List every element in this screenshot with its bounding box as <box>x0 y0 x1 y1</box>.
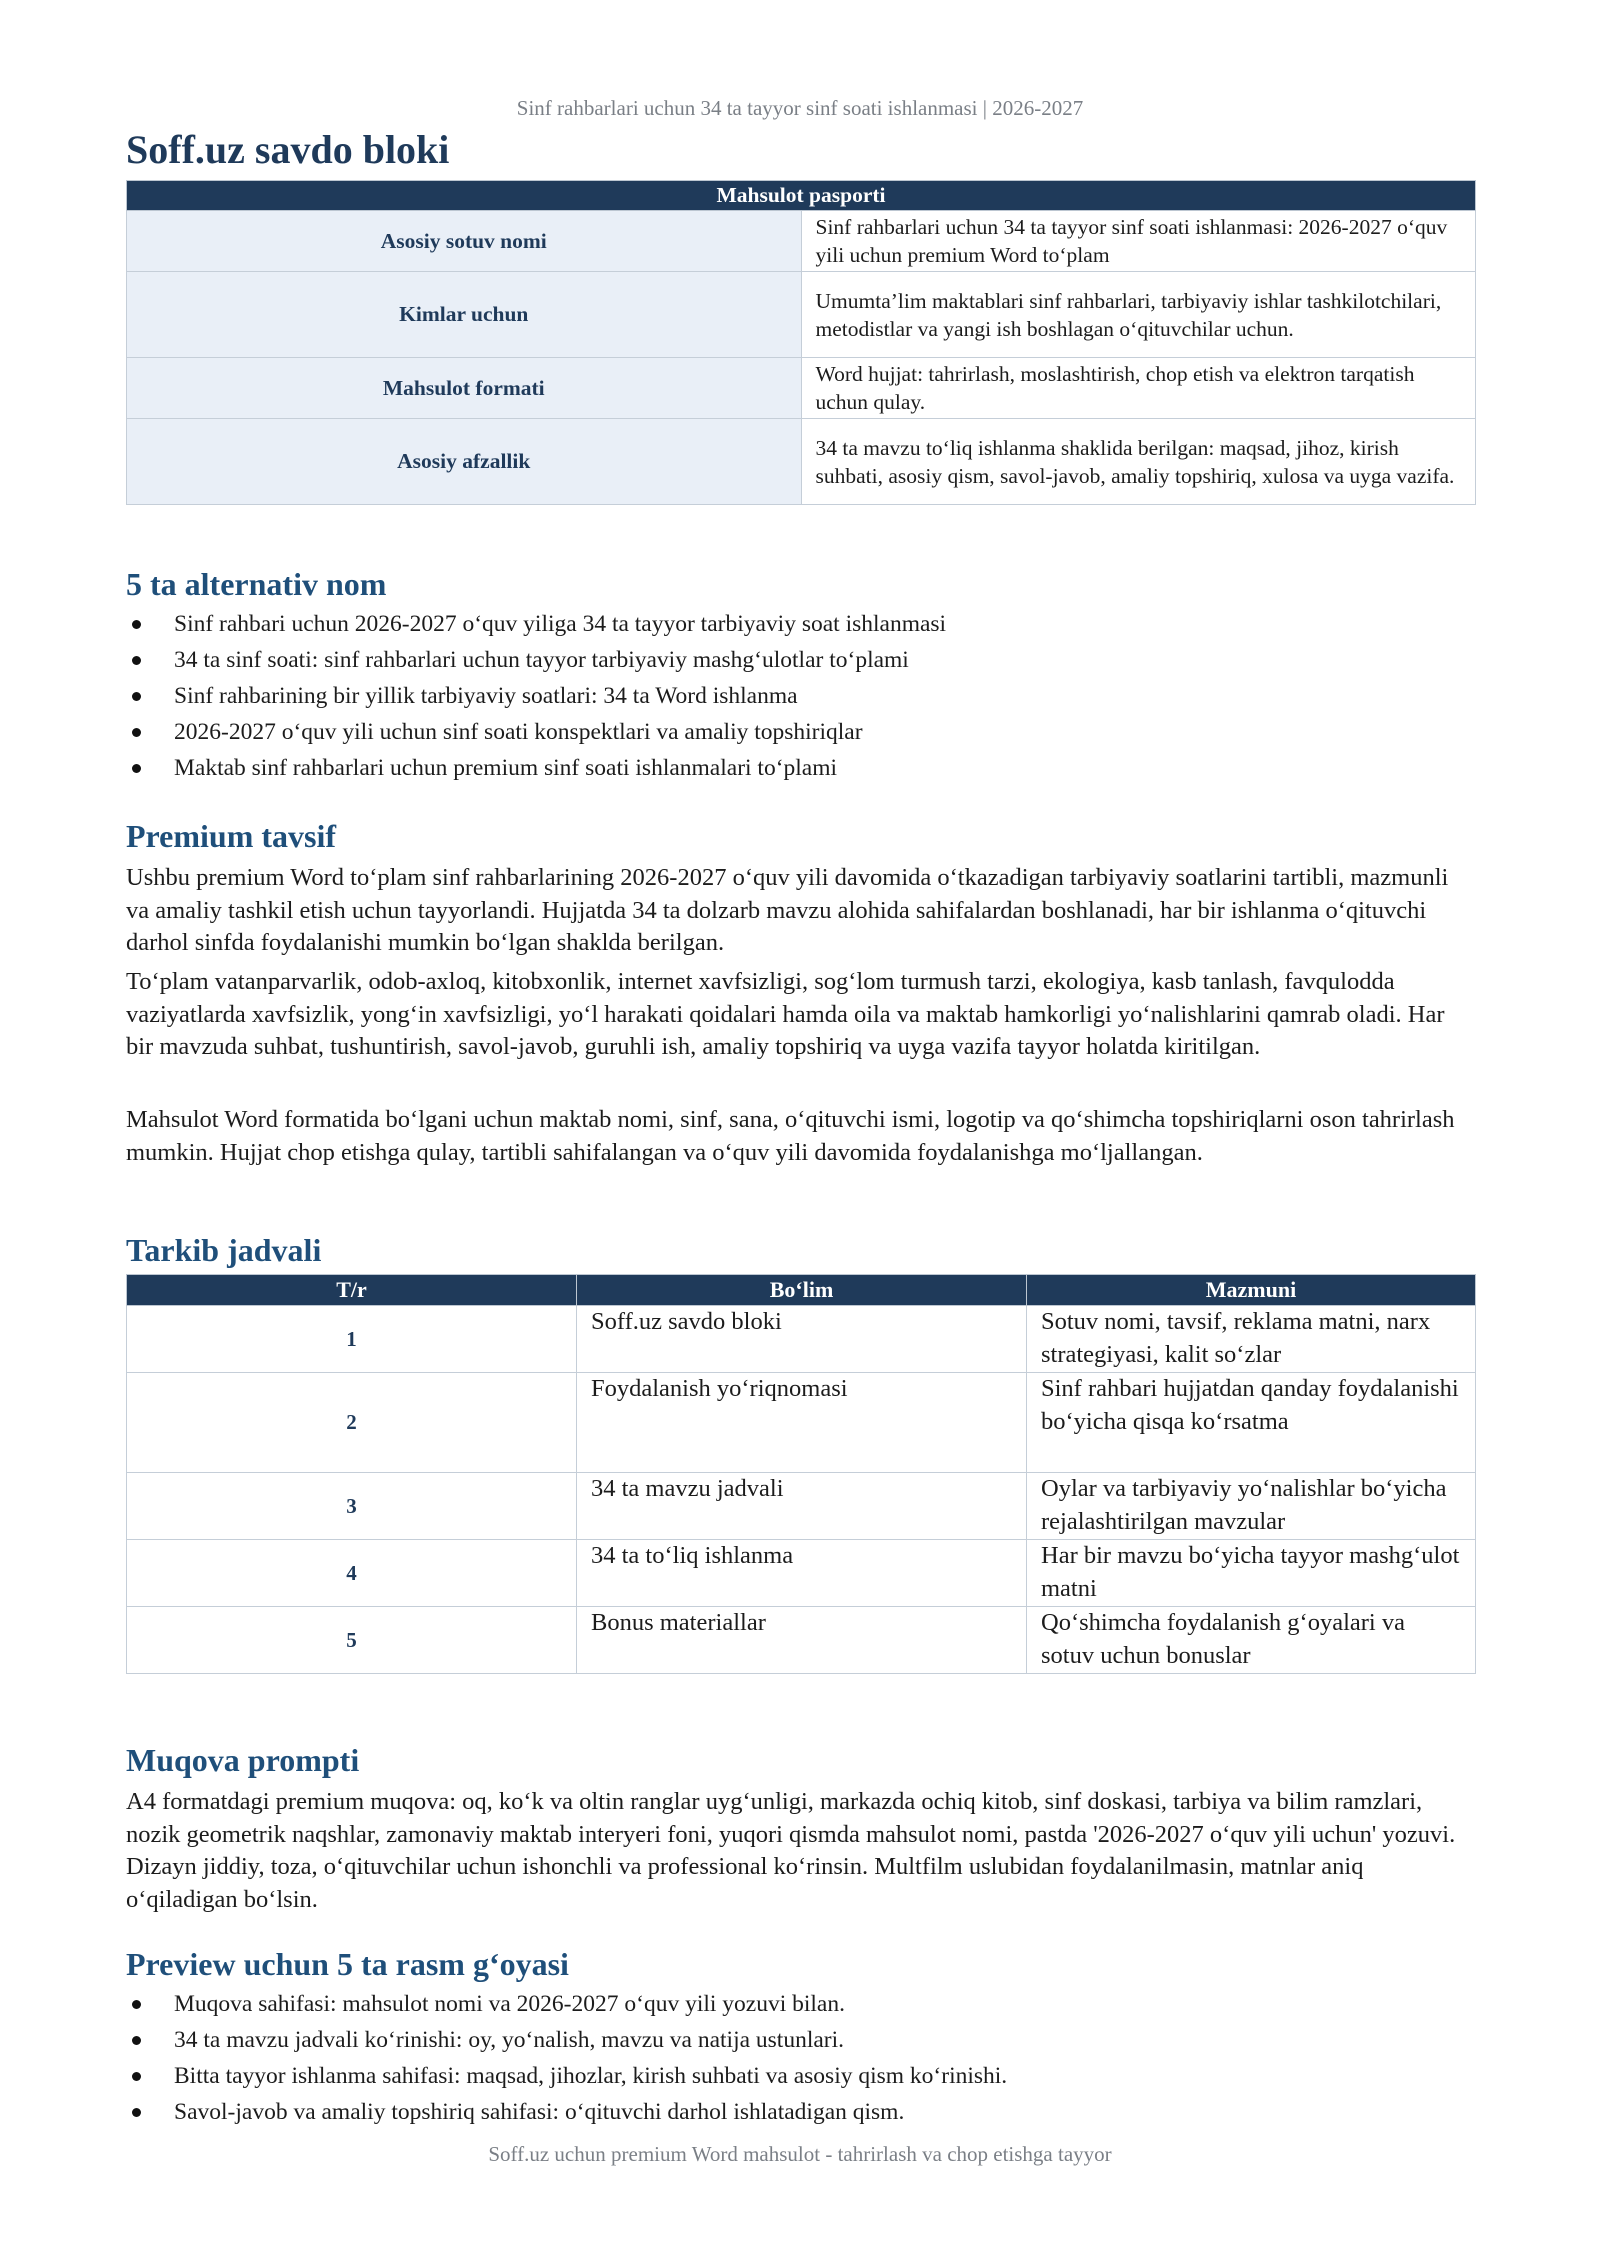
row-number: 5 <box>127 1607 577 1674</box>
list-item: Sinf rahbarining bir yillik tarbiyaviy soatlari: 34 ta Word ishlanma <box>126 678 946 714</box>
premium-heading: Premium tavsif <box>126 818 337 854</box>
row-section: 34 ta mavzu jadvali <box>577 1473 1027 1540</box>
table-row <box>127 1540 1476 1607</box>
contents-heading: Tarkib jadvali <box>126 1232 322 1268</box>
passport-key: Asosiy sotuv nomi <box>127 211 802 272</box>
passport-row <box>127 272 1476 358</box>
list-item: Savol-javob va amaliy topshiriq sahifasi: o‘qituvchi darhol ishlatadigan qism. <box>126 2094 1007 2130</box>
preview-list <box>126 1986 1007 2130</box>
alt-names-list <box>126 606 946 786</box>
column-header: Bo‘lim <box>577 1275 1027 1306</box>
row-number: 2 <box>127 1373 577 1473</box>
passport-value: Word hujjat: tahrirlash, moslashtirish, chop etish va elektron tarqatish uchun qulay. <box>801 358 1476 419</box>
premium-paragraph: Mahsulot Word formatida bo‘lgani uchun maktab nomi, sinf, sana, o‘qituvchi ismi, logotip va qo‘shimcha topshiriqlarni oson tahrirlash mumkin. Hujjat chop etishga qulay, tartibli sahifalangan va o‘quv yili davomida foydalanishga mo‘ljallangan. <box>126 1106 1455 1166</box>
passport-value: Sinf rahbarlari uchun 34 ta tayyor sinf soati ishlanmasi: 2026-2027 o‘quv yili uchun premium Word to‘plam <box>801 211 1476 272</box>
list-item: 34 ta mavzu jadvali ko‘rinishi: oy, yo‘nalish, mavzu va natija ustunlari. <box>126 2022 1007 2058</box>
passport-header-row <box>127 181 1476 211</box>
list-item: Bitta tayyor ishlanma sahifasi: maqsad, jihozlar, kirish suhbati va asosiy qism ko‘rinishi. <box>126 2058 1007 2094</box>
premium-paragraph: Ushbu premium Word to‘plam sinf rahbarlarining 2026-2027 o‘quv yili davomida o‘tkazadigan tarbiyaviy soatlarini tartibli, mazmunli va amaliy tashkil etish uchun tayyorlandi. Hujjatda 34 ta dolzarb mavzu alohida sahifalardan boshlanadi, har bir ishlanma o‘qituvchi darhol sinfda foydalanishi mumkin bo‘lgan shaklda berilgan. <box>126 864 1449 956</box>
passport-row <box>127 211 1476 272</box>
table-row <box>127 1306 1476 1373</box>
passport-value: Umumta’lim maktablari sinf rahbarlari, tarbiyaviy ishlar tashkilotchilari, metodistlar va yangi ish boshlagan o‘qituvchilar uchun. <box>801 272 1476 358</box>
table-row <box>127 1473 1476 1540</box>
passport-key: Kimlar uchun <box>127 272 802 358</box>
list-item: Maktab sinf rahbarlari uchun premium sinf soati ishlanmalari to‘plami <box>126 750 946 786</box>
passport-value: 34 ta mavzu to‘liq ishlanma shaklida berilgan: maqsad, jihoz, kirish suhbati, asosiy qism, savol-javob, amaliy topshiriq, xulosa va uyga vazifa. <box>801 419 1476 505</box>
row-content: Har bir mavzu bo‘yicha tayyor mashg‘ulot matni <box>1027 1540 1476 1607</box>
contents-header-row <box>127 1275 1476 1306</box>
product-passport-table <box>126 180 1476 505</box>
alt-names-heading: 5 ta alternativ nom <box>126 566 387 602</box>
cover-heading: Muqova prompti <box>126 1742 360 1778</box>
row-section: Soff.uz savdo bloki <box>577 1306 1027 1373</box>
page-title: Soff.uz savdo bloki <box>126 127 450 172</box>
preview-heading: Preview uchun 5 ta rasm g‘oyasi <box>126 1946 569 1982</box>
column-header: T/r <box>127 1275 577 1306</box>
passport-row <box>127 419 1476 505</box>
row-content: Qo‘shimcha foydalanish g‘oyalari va sotuv uchun bonuslar <box>1027 1607 1476 1674</box>
table-row <box>127 1373 1476 1473</box>
row-section: 34 ta to‘liq ishlanma <box>577 1540 1027 1607</box>
passport-row <box>127 358 1476 419</box>
row-content: Sinf rahbari hujjatdan qanday foydalanishi bo‘yicha qisqa ko‘rsatma <box>1027 1373 1476 1473</box>
row-content: Oylar va tarbiyaviy yo‘nalishlar bo‘yicha rejalashtirilgan mavzular <box>1027 1473 1476 1540</box>
passport-heading: Mahsulot pasporti <box>127 181 1476 211</box>
row-content: Sotuv nomi, tavsif, reklama matni, narx strategiyasi, kalit so‘zlar <box>1027 1306 1476 1373</box>
running-footer: Soff.uz uchun premium Word mahsulot - tahrirlash va chop etishga tayyor <box>488 2142 1112 2166</box>
row-number: 3 <box>127 1473 577 1540</box>
contents-table <box>126 1274 1476 1674</box>
passport-key: Asosiy afzallik <box>127 419 802 505</box>
passport-key: Mahsulot formati <box>127 358 802 419</box>
list-item: Sinf rahbari uchun 2026-2027 o‘quv yiliga 34 ta tayyor tarbiyaviy soat ishlanmasi <box>126 606 946 642</box>
column-header: Mazmuni <box>1027 1275 1476 1306</box>
list-item: 34 ta sinf soati: sinf rahbarlari uchun tayyor tarbiyaviy mashg‘ulotlar to‘plami <box>126 642 946 678</box>
row-number: 1 <box>127 1306 577 1373</box>
row-section: Foydalanish yo‘riqnomasi <box>577 1373 1027 1473</box>
cover-paragraph: A4 formatdagi premium muqova: oq, ko‘k va oltin ranglar uyg‘unligi, markazda ochiq kitob, sinf doskasi, tarbiya va bilim ramzlari, nozik geometrik naqshlar, zamonaviy maktab interyeri foni, yuqori qismda mahsulot nomi, pastda '2026-2027 o‘quv yili uchun' yozuvi. Dizayn jiddiy, toza, o‘qituvchilar uchun ishonchli va professional ko‘rinsin. Multfilm uslubidan foydalanilmasin, matnlar aniq o‘qiladigan bo‘lsin. <box>126 1788 1456 1913</box>
table-row <box>127 1607 1476 1674</box>
list-item: 2026-2027 o‘quv yili uchun sinf soati konspektlari va amaliy topshiriqlar <box>126 714 946 750</box>
row-number: 4 <box>127 1540 577 1607</box>
row-section: Bonus materiallar <box>577 1607 1027 1674</box>
premium-paragraph: To‘plam vatanparvarlik, odob-axloq, kitobxonlik, internet xavfsizligi, sog‘lom turmush tarzi, ekologiya, kasb tanlash, favqulodda vaziyatlarda xavfsizlik, yong‘in xavfsizligi, yo‘l harakati qoidalari hamda oila va maktab hamkorligi yo‘nalishlarini qamrab oladi. Har bir mavzuda suhbat, tushuntirish, savol-javob, guruhli ish, amaliy topshiriq va uyga vazifa tayyor holatda kiritilgan. <box>126 968 1445 1060</box>
list-item: Muqova sahifasi: mahsulot nomi va 2026-2027 o‘quv yili yozuvi bilan. <box>126 1986 1007 2022</box>
running-header: Sinf rahbarlari uchun 34 ta tayyor sinf soati ishlanmasi | 2026-2027 <box>516 96 1084 120</box>
